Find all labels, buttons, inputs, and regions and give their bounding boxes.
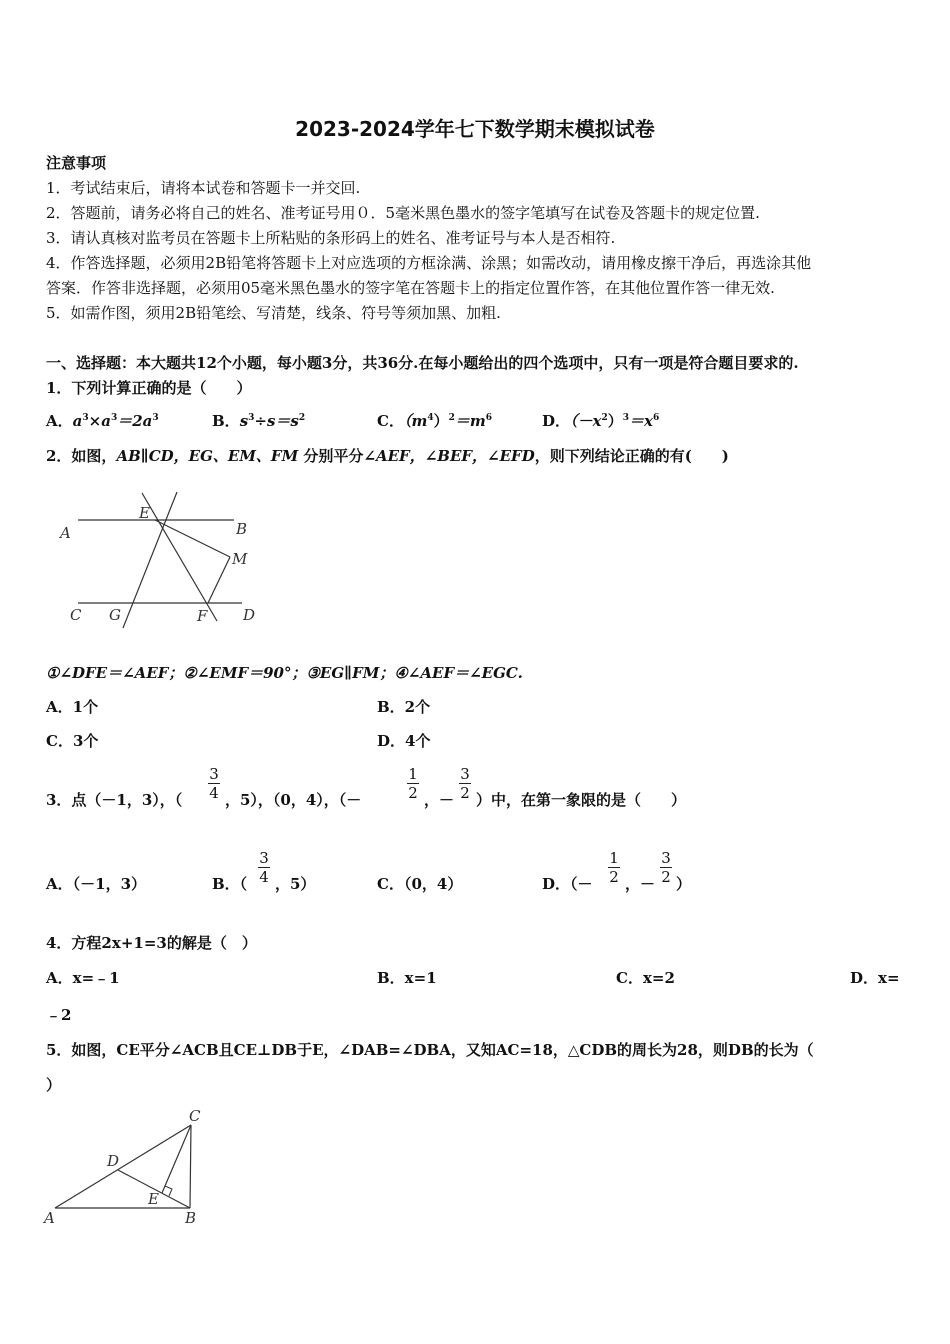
q3-option-d-fraction-2: 3 2 [661,849,671,886]
q3-option-d-fraction-1: 1 2 [609,849,619,886]
q3-option-d-part-2: ，－ [625,875,656,893]
question-5-stem: 5．如图，CE平分∠ACB且CE⊥DB于E，∠DAB=∠DBA，又知AC=18，△CDB的周长为28，则DB的长为（ [46,1041,814,1059]
label-b: B [185,1209,197,1227]
notice-item: 3．请认真核对监考员在答题卡上所粘贴的条形码上的姓名、准考证号与本人是否相符. [46,229,616,247]
q1-option-b: B．$s^3\div s=s^2$ [212,412,306,430]
label-a: A [60,524,71,542]
notice-item: 1．考试结束后，请将本试卷和答题卡一并交回. [46,179,361,197]
q2-option-b: B．2个 [377,698,431,716]
q3-option-b-part-2: ，5） [275,875,316,893]
line-fm [208,557,230,603]
notice-item: 5．如需作图，须用2B铅笔绘、写清楚，线条、符号等须加黑、加粗. [46,304,501,322]
q2-option-a: A．1个 [46,698,99,716]
q3-option-d-part-1: D．（－ [542,875,593,893]
label-c: C [189,1107,201,1125]
q3-stem-part-3: ，－ [424,791,455,809]
q3-stem-part-2: ，5），（0，4），（－ [225,791,362,809]
label-e: E [148,1190,159,1208]
q4-option-a: A．x=﹣1 [46,969,120,987]
notice-item: 4．作答选择题，必须用2B铅笔将答题卡上对应选项的方框涂满、涂黑；如需改动，请用橡皮擦干净后，再选涂其他 [46,254,812,272]
right-angle-mark [165,1186,172,1196]
q3-fraction-three-quarters: 3 4 [209,765,219,802]
label-a: A [44,1209,55,1227]
page-title: 2023-2024学年七下数学期末模拟试卷 [295,117,655,141]
q1-option-c: C．$(m^4)^2=m^6$ [377,412,493,430]
label-m: M [232,550,248,568]
q3-option-d-part-3: ） [676,875,692,893]
q4-option-d-continued: ﹣2 [46,1006,72,1024]
q2-statements: ①∠DFE＝∠AEF；②∠EMF＝90°；③EG∥FM；④∠AEF＝∠EGC. [46,664,523,682]
line-eg [123,492,177,628]
q5-figure [40,1105,220,1230]
label-c: C [70,606,82,624]
line-cb [190,1125,191,1208]
q2-option-c: C．3个 [46,732,99,750]
line-em [155,520,230,557]
q2-option-d: D．4个 [377,732,431,750]
notice-heading: 注意事项 [46,154,107,172]
q3-stem-part-4: ）中，在第一象限的是（ ） [476,791,687,809]
question-1-stem: 1．下列计算正确的是（ ） [46,379,252,397]
label-d: D [107,1152,120,1170]
label-e: E [139,504,150,522]
q3-option-b-part-1: B．（ [212,875,248,893]
q4-option-c: C．x=2 [616,969,675,987]
notice-item: 2．答题前，请务必将自己的姓名、准考证号用０．5毫米黑色墨水的签字笔填写在试卷及答题卡的规定位置. [46,204,760,222]
q3-option-c: C．（0，4） [377,875,463,893]
label-g: G [109,606,121,624]
line-ac [55,1125,191,1208]
question-2-stem: 2．如图，AB∥CD，EG、EM、FM 分别平分∠AEF，∠BEF，∠EFD，则下列结论正确的有( ) [46,447,729,465]
q3-option-b-fraction: 3 4 [259,849,269,886]
q1-option-d: D．$(-x^2)^3=x^6$ [542,412,660,430]
line-ce [162,1125,191,1193]
q3-option-a: A．（－1，3） [46,875,147,893]
label-f: F [197,607,208,625]
notice-item: 答案．作答非选择题，必须用05毫米黑色墨水的签字笔在答题卡上的指定位置作答，在其他位置作答一律无效. [46,279,775,297]
label-b: B [236,520,248,538]
question-4-stem: 4．方程2x+1=3的解是（ ） [46,934,257,952]
q3-stem-part-1: 3．点（－1，3），（ [46,791,183,809]
q3-fraction-one-half: 1 2 [408,765,418,802]
section-heading: 一、选择题：本大题共12个小题，每小题3分，共36分.在每小题给出的四个选项中，只有一项是符合题目要求的. [46,354,799,372]
q4-option-d: D．x= [850,969,900,987]
q3-fraction-three-halves: 3 2 [460,765,470,802]
line-ef [142,493,217,621]
q1-option-a: A．$a^3\times a^3=2a^3$ [46,412,159,430]
label-d: D [243,606,256,624]
q2-figure [50,485,280,635]
q4-option-b: B．x=1 [377,969,437,987]
question-5-stem-continued: ） [46,1076,62,1094]
